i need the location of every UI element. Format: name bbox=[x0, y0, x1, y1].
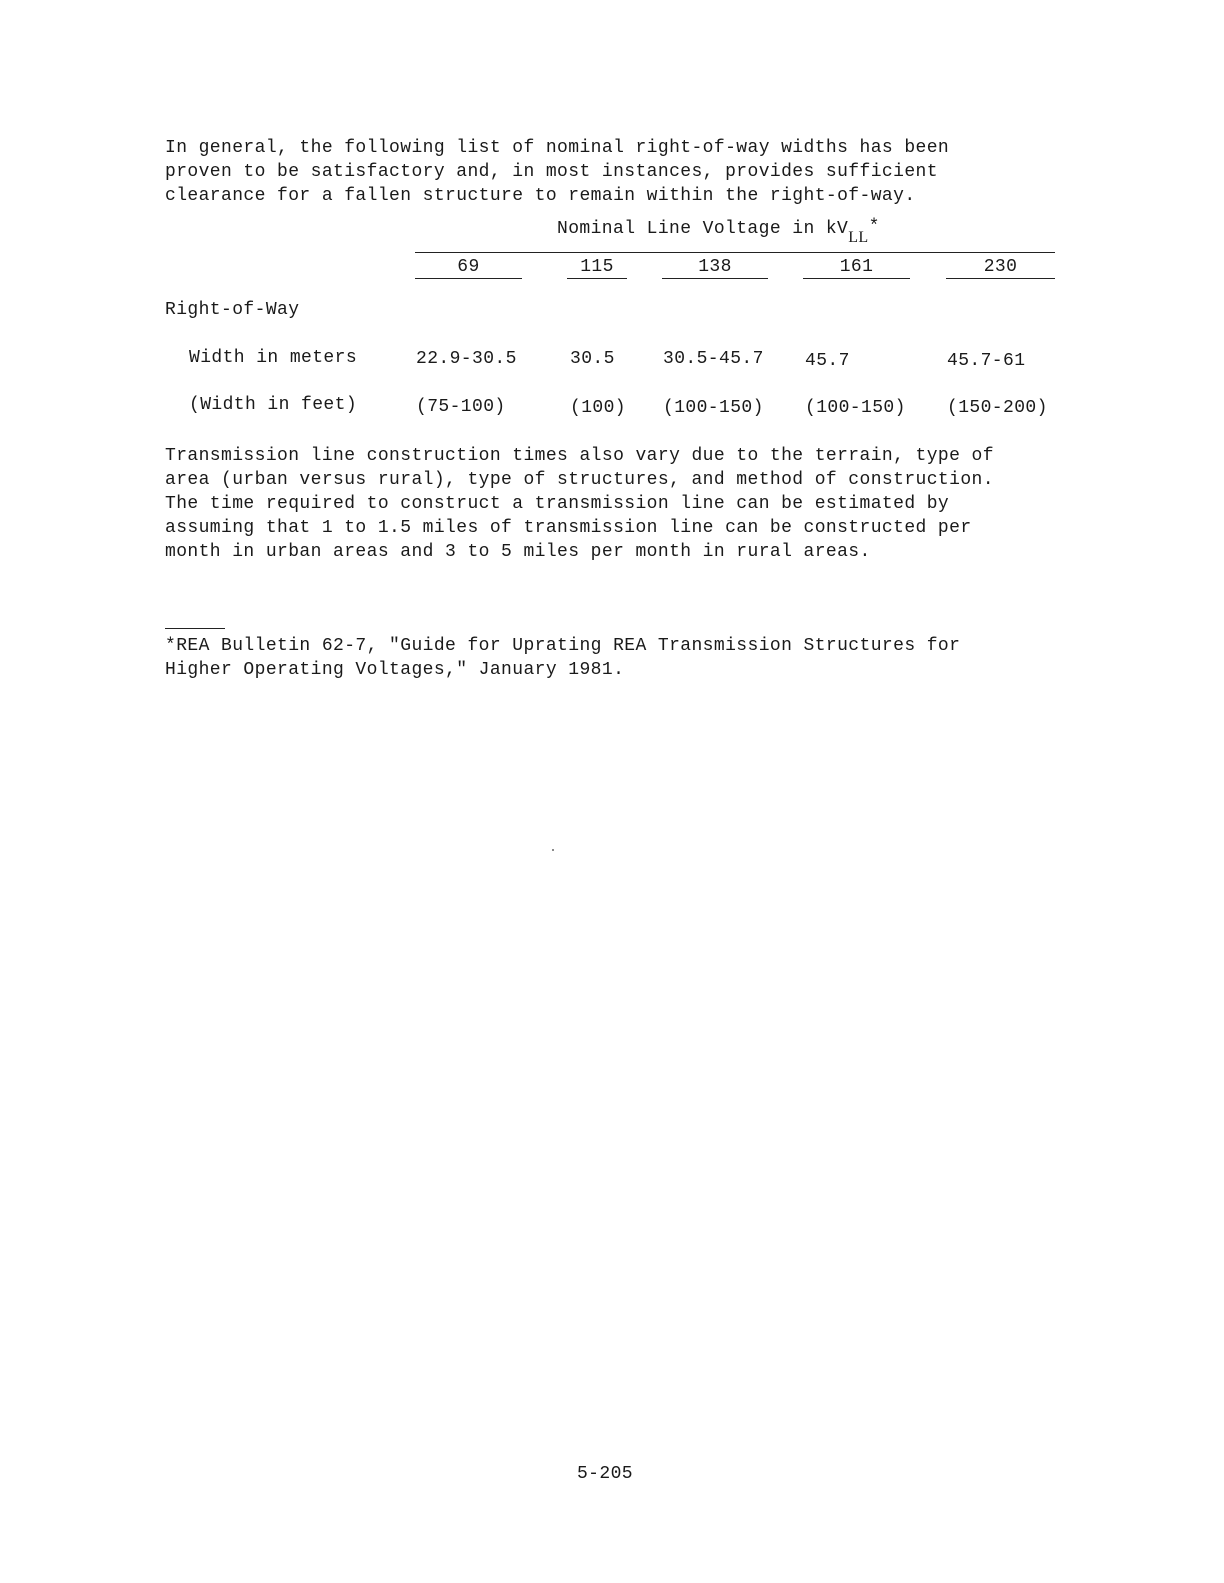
footnote-line: *REA Bulletin 62-7, "Guide for Uprating REA Transmission Structures for bbox=[165, 636, 961, 656]
scan-speck bbox=[552, 849, 554, 851]
column-header-69: 69 bbox=[415, 256, 522, 279]
closing-line: area (urban versus rural), type of structures, and method of construction. bbox=[165, 470, 994, 490]
intro-line: clearance for a fallen structure to remain within the right-of-way. bbox=[165, 186, 916, 206]
page-number: 5-205 bbox=[576, 1464, 633, 1484]
cell-feet-230: (150-200) bbox=[947, 398, 1048, 418]
cell-feet-161: (100-150) bbox=[805, 398, 906, 418]
cell-meters-230: 45.7-61 bbox=[947, 351, 1026, 371]
closing-line: The time required to construct a transmission line can be estimated by bbox=[165, 494, 950, 514]
cell-feet-138: (100-150) bbox=[663, 398, 764, 418]
footnote bbox=[165, 634, 960, 682]
column-header-115: 115 bbox=[567, 256, 627, 279]
cell-meters-69: 22.9-30.5 bbox=[416, 349, 517, 369]
section-label: Right-of-Way bbox=[165, 300, 300, 320]
column-header-138: 138 bbox=[662, 256, 768, 279]
closing-line: Transmission line construction times also vary due to the terrain, type of bbox=[165, 446, 994, 466]
caption-footnote-mark: * bbox=[868, 217, 880, 237]
cell-meters-138: 30.5-45.7 bbox=[663, 349, 764, 369]
cell-meters-115: 30.5 bbox=[570, 349, 615, 369]
caption-text: Nominal Line Voltage in kV bbox=[557, 219, 849, 239]
row-label-meters: Width in meters bbox=[189, 348, 358, 368]
caption-subscript: LL bbox=[848, 229, 869, 246]
row-label-feet: (Width in feet) bbox=[189, 395, 358, 415]
footnote-line: Higher Operating Voltages," January 1981. bbox=[165, 660, 625, 680]
intro-line: In general, the following list of nominal right-of-way widths has been bbox=[165, 138, 950, 158]
closing-paragraph bbox=[165, 444, 994, 564]
cell-feet-115: (100) bbox=[570, 398, 627, 418]
table-header-rule bbox=[415, 252, 1055, 253]
cell-meters-161: 45.7 bbox=[805, 351, 850, 371]
intro-paragraph bbox=[165, 136, 949, 208]
table-caption bbox=[557, 217, 880, 246]
closing-line: assuming that 1 to 1.5 miles of transmission line can be constructed per bbox=[165, 518, 972, 538]
column-header-161: 161 bbox=[803, 256, 910, 279]
intro-line: proven to be satisfactory and, in most instances, provides sufficient bbox=[165, 162, 938, 182]
footnote-separator bbox=[165, 628, 225, 629]
cell-feet-69: (75-100) bbox=[416, 397, 506, 417]
column-header-230: 230 bbox=[946, 256, 1055, 279]
closing-line: month in urban areas and 3 to 5 miles per month in rural areas. bbox=[165, 542, 871, 562]
